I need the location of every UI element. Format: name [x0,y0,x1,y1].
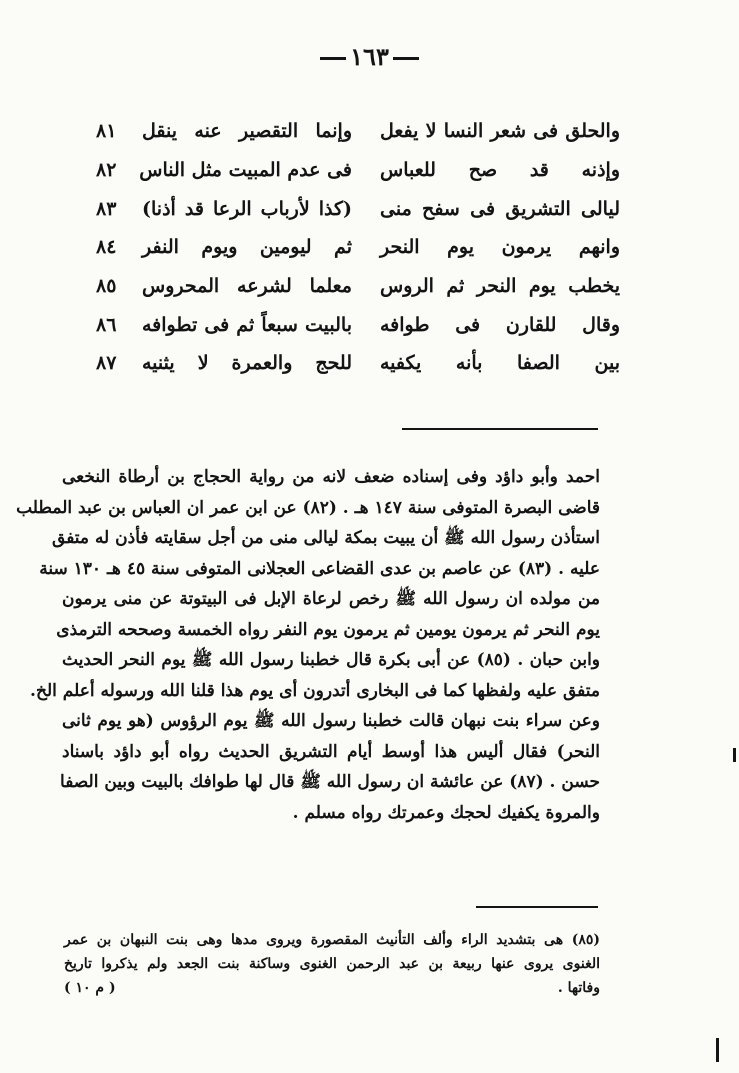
verse-first-hemistich: يخطب يوم النحر ثم الروس [380,275,620,298]
commentary-line: والمروة يكفيك لحجك وعمرتك رواه مسلم . [292,802,600,823]
verse-first-hemistich: والحلق فى شعر النسا لا يفعل [380,120,620,143]
footnote-line-text: وفاتها . [557,980,600,996]
verse-second-hemistich: معلما لشرعه المحروس [142,275,352,298]
footnote-line: الغنوى يروى عنها ربيعة بن عبد الرحمن الغنوى وساكنة بنت الجعد ولم يذكروا تاريخ [64,956,600,972]
commentary-line: من مولده ان رسول الله ﷺ رخص لرعاة الإبل فى البيتوتة عن منى يرمون [62,589,600,609]
verse-second-hemistich: فى عدم المبيت مثل الناس [139,159,352,182]
verse [60,344,620,383]
verse-number: ٨٥ [96,275,117,298]
footnote-line [64,976,600,1000]
verse-number: ٨٦ [96,313,117,336]
commentary-line: حسن . (٨٧) عن عائشة ان رسول الله ﷺ قال لها طوافك بالبيت وبين الصفا [60,772,600,792]
commentary-line: متفق عليه ولفظها كما فى البخارى أتدرون أى يوم هذا قلنا الله ورسوله أعلم الخ. [30,680,600,701]
commentary-line: احمد وأبو داؤد وفى إسناده ضعف لانه من رواية الحجاج بن أرطاة النخعى [62,467,600,487]
commentary-line: النحر) فقال أليس هذا أوسط أيام التشريق الحديث رواه أبو داؤد باسناد [62,741,600,762]
verse [60,305,620,344]
verse-number: ٨١ [96,120,117,143]
commentary-line: وابن حبان . (٨٥) عن أبى بكرة قال خطبنا رسول الله ﷺ يوم النحر الحديث [62,650,601,670]
verse [60,267,620,306]
verse-number: ٨٧ [96,352,117,375]
verse [60,151,620,190]
verse-number: ٨٢ [96,159,117,182]
commentary-line: استأذن رسول الله ﷺ أن يبيت بمكة ليالى منى من أجل سقايته فأذن له متفق [52,528,600,548]
verse-first-hemistich: وقال للقارن فى طوافه [380,313,620,336]
page-number-text: ١٦٣ [350,42,389,71]
verse-number: ٨٤ [96,236,117,259]
signature-mark: ( م ١٠ ) [64,980,116,996]
verse-first-hemistich: ليالى التشريق فى سفح منى [380,197,620,220]
verse [60,228,620,267]
footnote-line: (٨٥) هى بتشديد الراء وألف التأنيث المقصورة ويروى مدها وهى بنت النبهان بن عمر [64,932,600,948]
footnote-divider [476,906,598,908]
verse-first-hemistich: وانهم يرمون يوم النحر [380,236,620,259]
verse-first-hemistich: وإذنه قد صح للعباس [380,159,620,182]
verse-second-hemistich: وإنما التقصير عنه ينقل [142,120,352,143]
footnote [64,928,600,1000]
page-number-dash [320,57,346,60]
poem [60,112,620,383]
verse [60,112,620,151]
margin-mark [716,1038,719,1062]
commentary [16,462,601,828]
section-divider [402,428,598,430]
margin-mark [733,748,736,762]
verse [60,189,620,228]
verse-second-hemistich: ثم ليومين ويوم النفر [142,236,352,259]
verse-second-hemistich: بالبيت سبعاً ثم فى تطوافه [142,313,352,336]
verse-second-hemistich: للحج والعمرة لا يثنيه [142,352,352,375]
page-number-dash [393,57,419,60]
commentary-line: يوم النحر ثم يرمون يومين ثم يرمون يوم النفر رواه الخمسة وصححه الترمذى [56,619,600,640]
verse-second-hemistich: (كذا لأرباب الرعا قد أذنا) [142,197,352,220]
verse-number: ٨٣ [96,197,117,220]
verse-first-hemistich: بين الصفا بأنه يكفيه [380,352,620,375]
commentary-line: قاضى البصرة المتوفى سنة ١٤٧ هـ . (٨٢) عن ابن عمر ان العباس بن عبد المطلب [16,497,600,518]
commentary-line: عليه . (٨٣) عن عاصم بن عدى القضاعى العجلانى المتوفى سنة ٤٥ هـ ١٣٠ سنة [39,558,600,579]
page-number [0,42,739,71]
commentary-line: وعن سراء بنت نبهان قالت خطبنا رسول الله ﷺ يوم الرؤوس (هو يوم ثانى [62,711,600,731]
